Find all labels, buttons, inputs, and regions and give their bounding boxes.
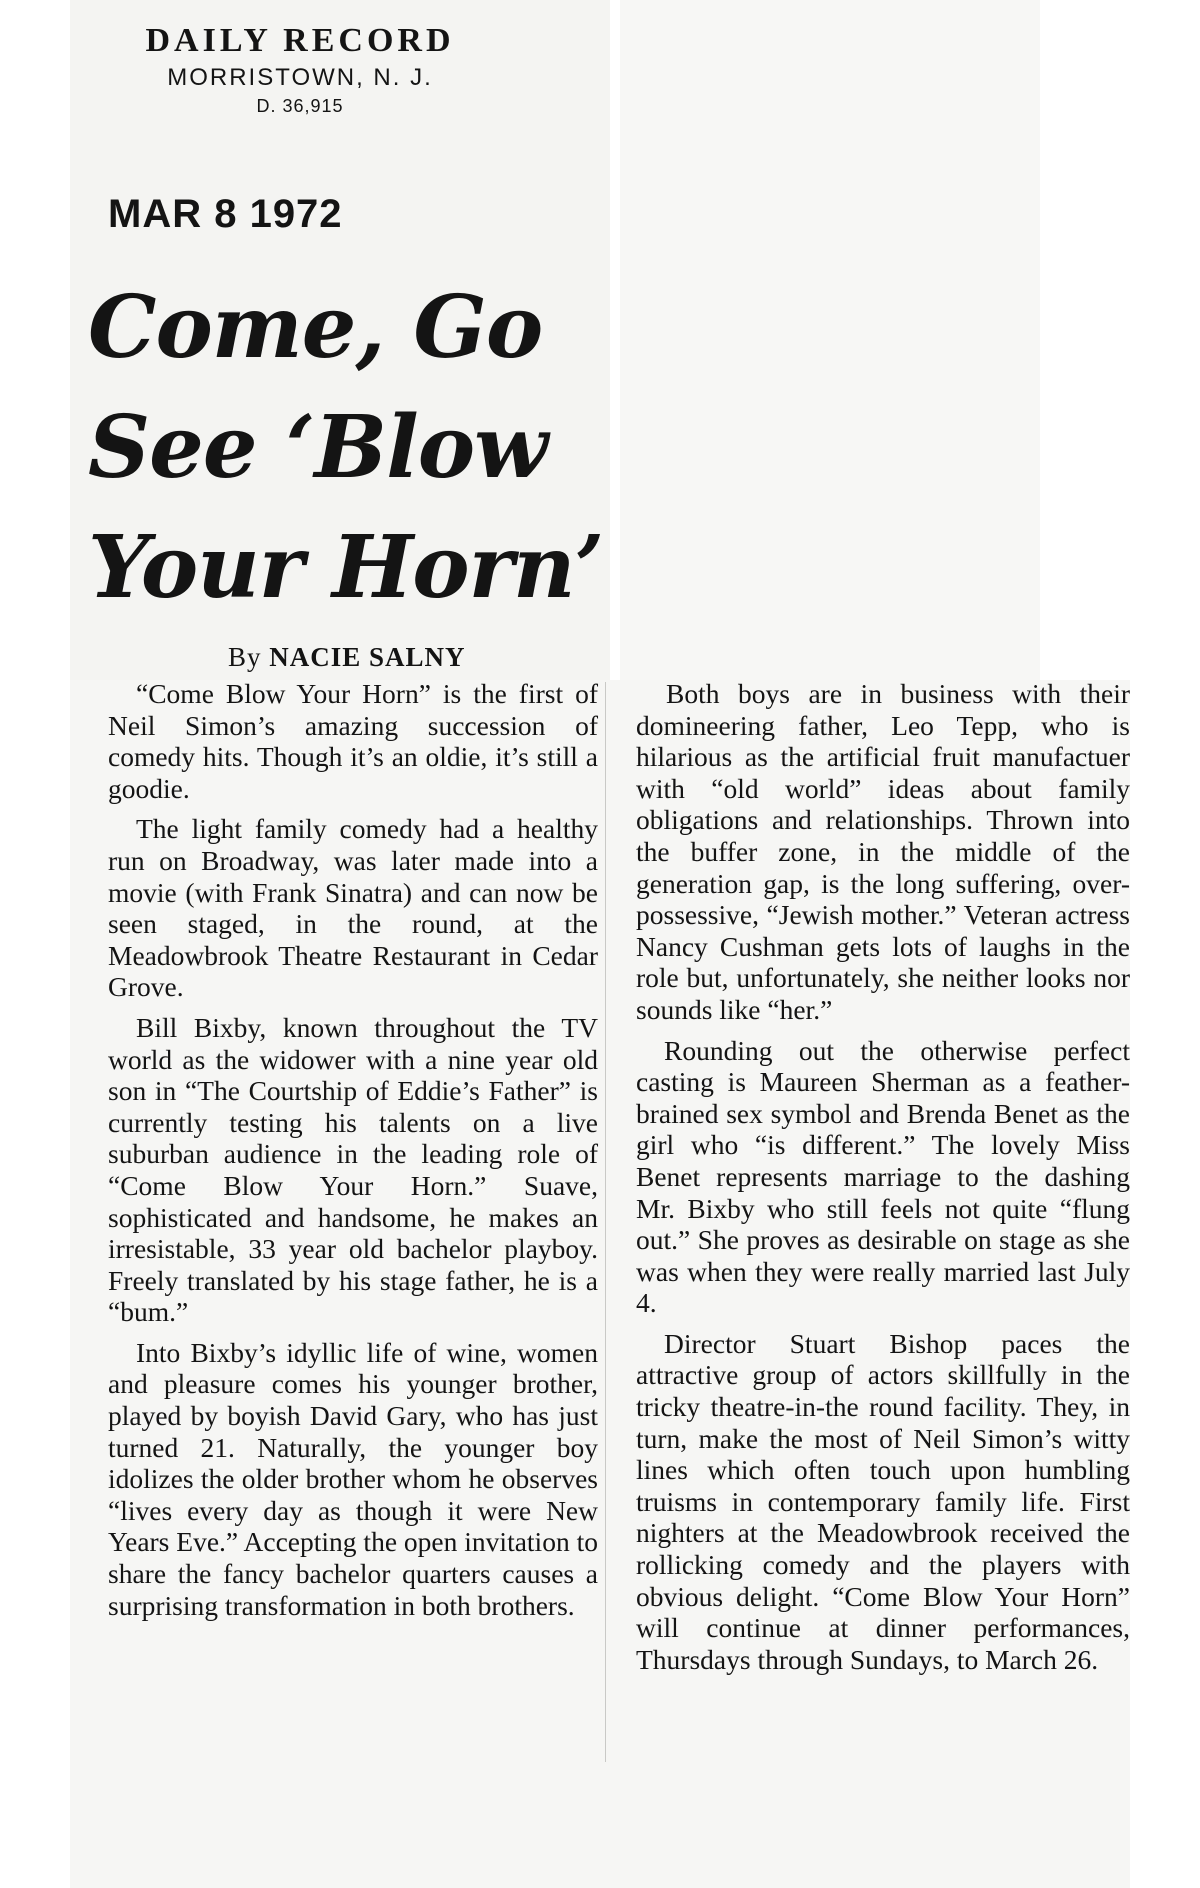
date-stamp: MAR 8 1972 (108, 192, 343, 236)
paragraph: “Come Blow Your Horn” is the first of Neil Simon’s amazing succession of comedy hits. Though it’s an oldie, it’s still a goodie. (108, 678, 598, 804)
headline (88, 268, 648, 628)
stamp-circulation: D. 36,915 (256, 96, 344, 116)
paper-right-region (620, 0, 1040, 690)
byline-author: NACIE SALNY (269, 642, 466, 672)
byline (228, 642, 466, 673)
publication-stamp (110, 22, 490, 117)
column-divider (605, 682, 606, 1762)
byline-prefix: By (228, 642, 262, 672)
paragraph: Both boys are in business with their domineering father, Leo Tepp, who is hilarious as the artificial fruit manufactuer with “old world” ideas about family obligations and relationships. Thrown into the buffer zone, in the middle of the generation gap, is the long suffering, over-possessive, “Jewish mother.” Veteran actress Nancy Cushman gets lots of laughs in the role but, unfortunately, she neither looks nor sounds like “her.” (636, 678, 1130, 1025)
stamp-paper-name: DAILY RECORD (145, 22, 455, 59)
headline-line-1: Come, Go (88, 277, 543, 378)
paragraph: The light family comedy had a healthy run on Broadway, was later made into a movie (with Frank Sinatra) and can now be seen staged, in the round, at the Meadowbrook Theatre Restaurant in Cedar Grove. (108, 813, 598, 1003)
paragraph: Director Stuart Bishop paces the attractive group of actors skillfully in the tricky theatre-in-the round facility. They, in turn, make the most of Neil Simon’s witty lines which often touch upon humbling truisms in contemporary family life. First nighters at the Meadowbrook received the rollicking comedy and the players with obvious delight. “Come Blow Your Horn” will continue at dinner performances, Thursdays through Sundays, to March 26. (636, 1327, 1130, 1675)
paragraph: Rounding out the otherwise perfect casting is Maureen Sherman as a feather-brained sex symbol and Brenda Benet as the girl who “is different.” The lovely Miss Benet represents marriage to the dashing Mr. Bixby who still feels not quite “flung out.” She proves as desirable on stage as she was when they were really married last July 4. (636, 1034, 1130, 1319)
article-column-left (108, 678, 598, 1630)
stamp-city: MORRISTOWN, N. J. (167, 64, 433, 91)
headline-line-2: See ‘Blow (88, 397, 548, 498)
paragraph: Into Bixby’s idyllic life of wine, women and pleasure comes his younger brother, played by boyish David Gary, who has just turned 21. Naturally, the younger boy idolizes the older brother whom he observes “lives every day as though it were New Years Eve.” Accepting the open invitation to share the fancy bachelor quarters causes a surprising transformation in both brothers. (108, 1336, 598, 1621)
headline-line-3: Your Horn’ (88, 517, 604, 618)
article-column-right (636, 678, 1130, 1684)
paragraph: Bill Bixby, known throughout the TV world as the widower with a nine year old son in “The Courtship of Eddie’s Father” is currently testing his talents on a live suburban audience in the leading role of “Come Blow Your Horn.” Suave, sophisticated and handsome, he makes an irresistable, 33 year old bachelor playboy. Freely translated by his stage father, he is a “bum.” (108, 1011, 598, 1328)
